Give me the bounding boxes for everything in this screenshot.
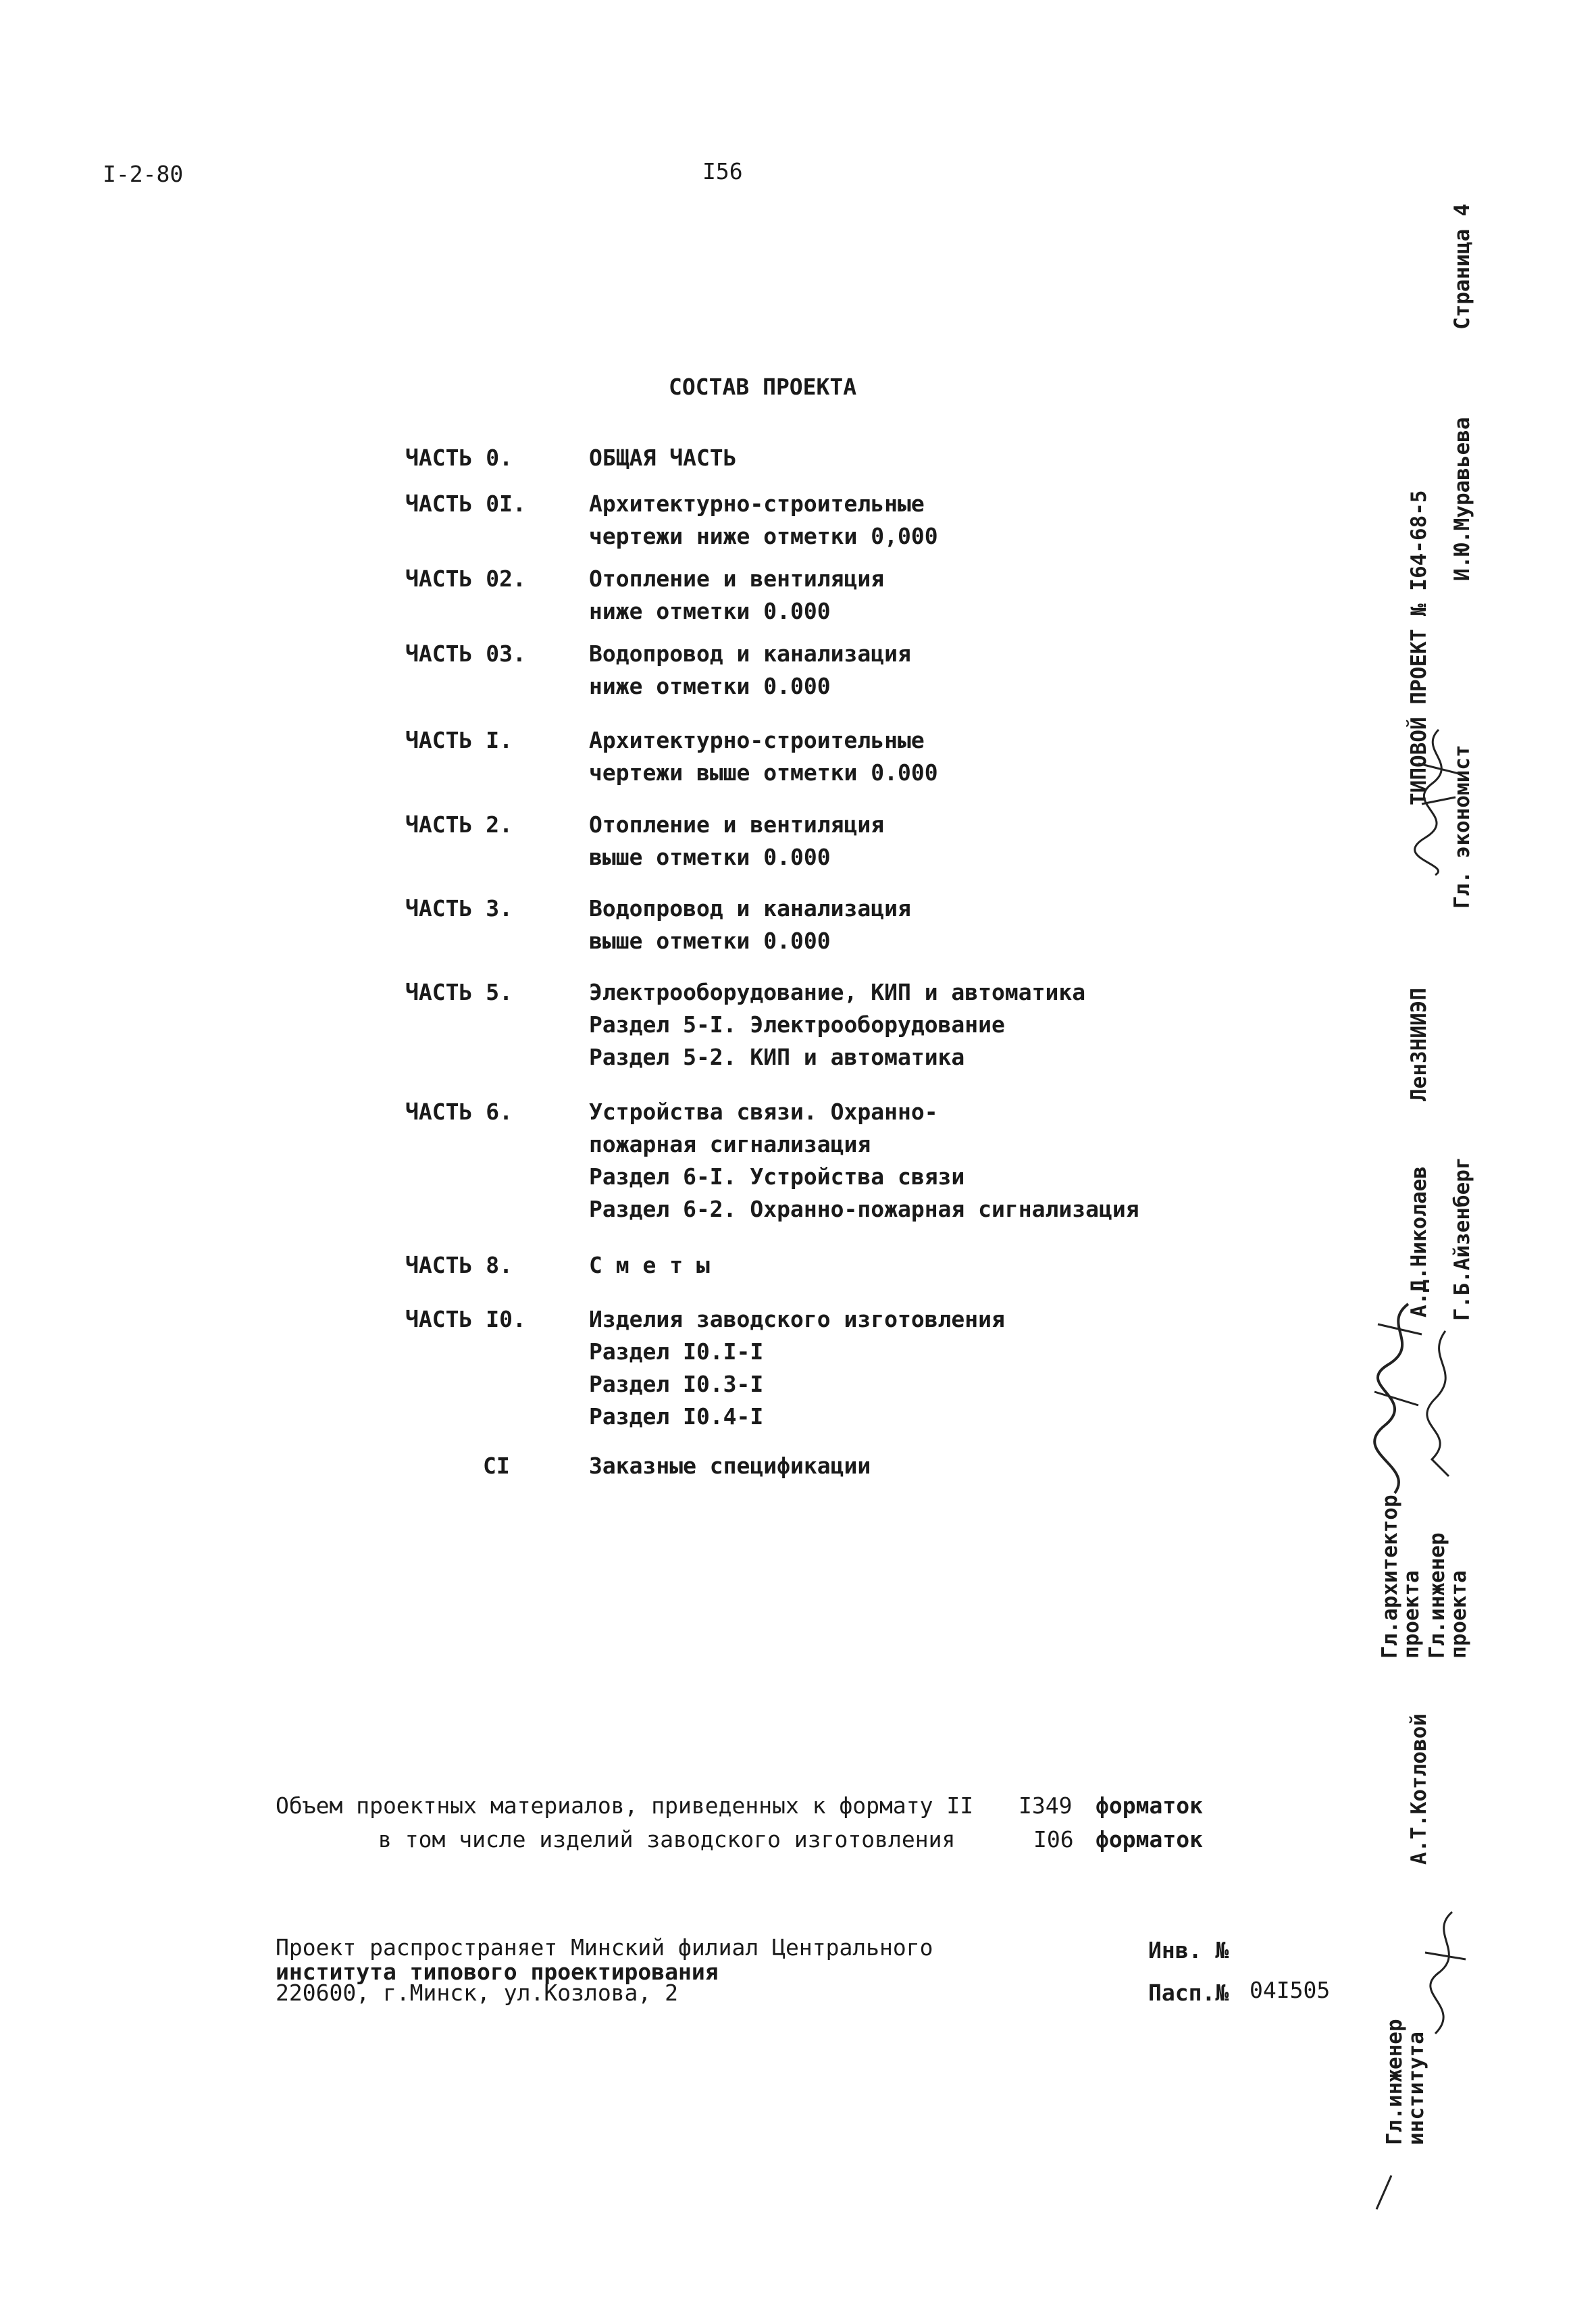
- part-description: [589, 638, 911, 703]
- volume-count-1: I349: [1019, 1792, 1073, 1819]
- part-number: ЧАСТЬ 5.: [405, 979, 513, 1005]
- page-number: I56: [702, 158, 743, 184]
- part-line: чертежи ниже отметки 0,000: [589, 523, 938, 549]
- part-line: пожарная сигнализация: [589, 1131, 871, 1157]
- part-number: ЧАСТЬ 6.: [405, 1099, 513, 1125]
- part-line: ниже отметки 0.000: [589, 673, 831, 699]
- engineer-name: Г.Б.Айзенберг: [1450, 1157, 1474, 1321]
- page-title: СОСТАВ ПРОЕКТА: [669, 374, 857, 400]
- part-description: [589, 1450, 871, 1482]
- part-description: [589, 488, 938, 553]
- architect-name: А.Д.Николаев: [1407, 1166, 1431, 1317]
- part-line: чертежи выше отметки 0.000: [589, 759, 938, 786]
- part-line: выше отметки 0.000: [589, 844, 831, 870]
- engineer-signature: [1415, 1324, 1469, 1480]
- part-description: [589, 976, 1085, 1074]
- part-line: Изделия заводского изготовления: [589, 1306, 1005, 1332]
- part-number: ЧАСТЬ I.: [405, 727, 513, 753]
- distributor-line-3: 220600, г.Минск, ул.Козлова, 2: [276, 1980, 679, 2006]
- part-line: Отопление и вентиляция: [589, 565, 885, 592]
- part-number: ЧАСТЬ 03.: [405, 640, 526, 667]
- part-line: ОБЩАЯ ЧАСТЬ: [589, 445, 737, 471]
- part-number: ЧАСТЬ 8.: [405, 1252, 513, 1278]
- project-number: ТИПОВОЙ ПРОЕКТ № I64-68-5: [1407, 490, 1431, 805]
- part-number: ЧАСТЬ 0.: [405, 445, 513, 471]
- part-line: Электрооборудование, КИП и автоматика: [589, 979, 1086, 1005]
- part-line: Архитектурно-строительные: [589, 727, 925, 753]
- passport-label: Пасп.№: [1148, 1980, 1229, 2006]
- economist-role: Гл. экономист: [1450, 745, 1474, 909]
- part-line: ниже отметки 0.000: [589, 598, 831, 624]
- institute-engineer-signature: [1418, 1905, 1472, 2040]
- volume-unit-1: форматок: [1096, 1792, 1203, 1819]
- organization-name: ЛенЗНИИЭП: [1407, 988, 1431, 1101]
- inventory-label: Инв. №: [1148, 1937, 1229, 1963]
- part-number: ЧАСТЬ I0.: [405, 1306, 526, 1332]
- part-description: [589, 809, 884, 874]
- series-code: I-2-80: [103, 161, 184, 187]
- part-line: Раздел 5-I. Электрооборудование: [589, 1011, 1005, 1038]
- part-number: ЧАСТЬ 0I.: [405, 491, 526, 517]
- engineer-role-2: проекта: [1447, 1570, 1471, 1659]
- part-line: Раздел I0.4-I: [589, 1403, 764, 1430]
- part-description: [589, 1096, 1139, 1226]
- part-line: Раздел I0.3-I: [589, 1371, 764, 1397]
- part-line: С м е т ы: [589, 1252, 710, 1278]
- part-description: [589, 1303, 1005, 1433]
- part-description: [589, 442, 737, 474]
- economist-signature: [1412, 723, 1466, 878]
- architect-role-2: проекта: [1399, 1570, 1424, 1659]
- part-line: выше отметки 0.000: [589, 928, 831, 954]
- part-line: Устройства связи. Охранно-: [589, 1099, 938, 1125]
- part-number: CI: [483, 1453, 510, 1479]
- part-number: ЧАСТЬ 02.: [405, 565, 526, 592]
- part-line: Заказные спецификации: [589, 1453, 871, 1479]
- part-line: Раздел 6-2. Охранно-пожарная сигнализация: [589, 1196, 1139, 1222]
- part-line: Водопровод и канализация: [589, 895, 911, 922]
- corner-mark: [1371, 2172, 1398, 2213]
- part-line: Отопление и вентиляция: [589, 811, 885, 838]
- volume-count-2: I06: [1033, 1826, 1074, 1853]
- institute-engineer-name: А.Т.Котловой: [1407, 1713, 1431, 1865]
- part-description: [589, 892, 911, 957]
- part-number: ЧАСТЬ 2.: [405, 811, 513, 838]
- part-description: [589, 724, 938, 789]
- volume-line-1: Объем проектных материалов, приведенных к формату II: [276, 1792, 974, 1819]
- volume-unit-2: форматок: [1096, 1826, 1203, 1853]
- part-line: Раздел 5-2. КИП и автоматика: [589, 1044, 965, 1070]
- part-number: ЧАСТЬ 3.: [405, 895, 513, 922]
- part-line: Архитектурно-строительные: [589, 491, 925, 517]
- part-description: [589, 563, 884, 628]
- institute-engineer-role: Гл.инженер: [1383, 2019, 1407, 2145]
- institute-engineer-role-2: института: [1404, 2032, 1428, 2145]
- architect-role: Гл.архитектор: [1378, 1494, 1402, 1659]
- part-line: Раздел I0.I-I: [589, 1338, 764, 1365]
- distributor-line-2: института типового проектирования: [276, 1959, 719, 1985]
- volume-line-2: в том числе изделий заводского изготовления: [378, 1826, 956, 1853]
- economist-name: И.Ю.Муравьева: [1450, 417, 1474, 581]
- distributor-line-1: Проект распространяет Минский филиал Центрального: [276, 1934, 933, 1961]
- engineer-role: Гл.инженер: [1425, 1532, 1449, 1659]
- part-line: Водопровод и канализация: [589, 640, 911, 667]
- part-line: Раздел 6-I. Устройства связи: [589, 1163, 965, 1190]
- part-description: [589, 1249, 710, 1282]
- passport-number: 04I505: [1250, 1977, 1331, 2003]
- sheet-page-label: Страница 4: [1450, 203, 1474, 330]
